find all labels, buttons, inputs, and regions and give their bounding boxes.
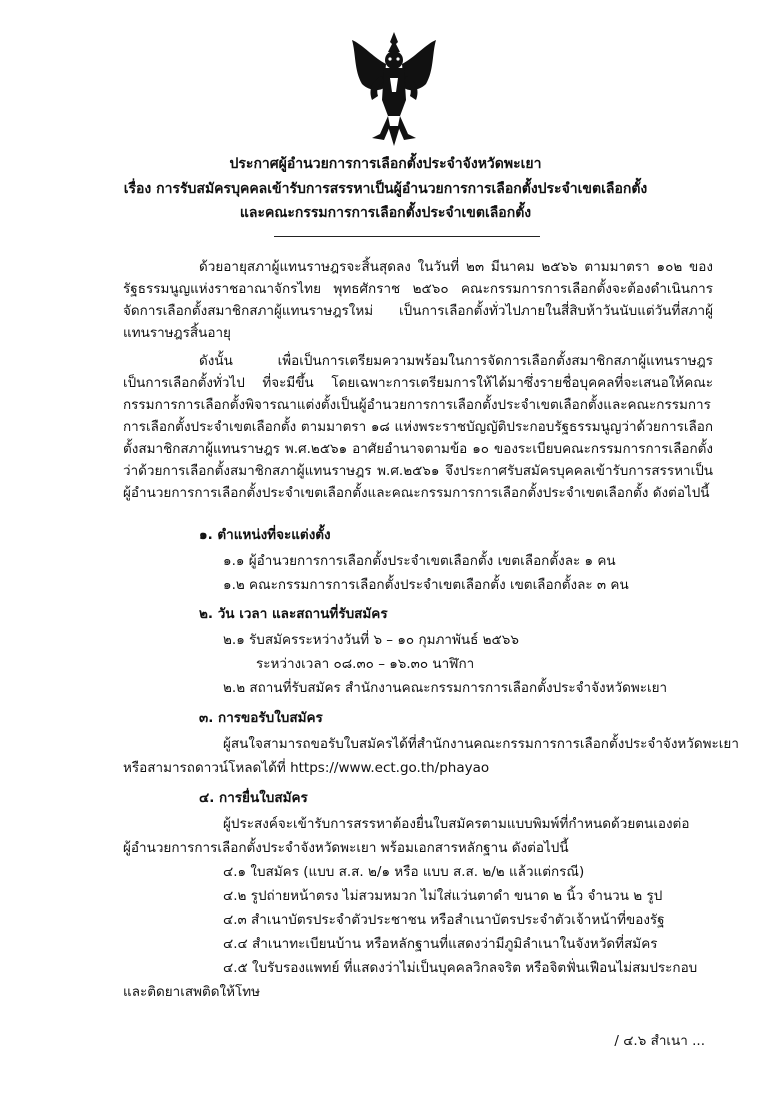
section-4-text-2: ผู้อำนวยการการเลือกตั้งประจำจังหวัดพะเยา พร้อมเอกสารหลักฐาน ดังต่อไปนี้ (123, 840, 569, 856)
announcement-title: ประกาศผู้อำนวยการการเลือกตั้งประจำจังหวัดพะเยา (229, 156, 542, 172)
section-4-text-1: ผู้ประสงค์จะเข้ารับการสรรหาต้องยื่นใบสมัครตามแบบพิมพ์ที่กำหนดด้วยตนเองต่อ (223, 816, 690, 832)
section-3-heading: ๓. การขอรับใบสมัคร (199, 710, 323, 726)
section-4-item-4: ๔.๔ สำเนาทะเบียนบ้าน หรือหลักฐานที่แสดงว่ามีภูมิลำเนาในจังหวัดที่สมัคร (223, 936, 658, 952)
intro-paragraph-1: ด้วยอายุสภาผู้แทนราษฎรจะสิ้นสุดลง ในวันที่ ๒๓ มีนาคม ๒๕๖๖ ตามมาตรา ๑๐๒ ของรัฐธรรมนูญแห่งราชอาณาจักรไทย พุทธศักราช ๒๕๖๐ คณะกรรมการการเลือกตั้งจะต้องดำเนินการจัดการเลือกตั้งสมาชิกสภาผู้แทนราษฎรใหม่ เป็นการเลือกตั้งทั่วไปภายในสี่สิบห้าวันนับแต่วันที่สภาผู้แทนราษฎรสิ้นอายุ (123, 259, 713, 341)
subject-line-continued: และคณะกรรมการการเลือกตั้งประจำเขตเลือกตั้ง (239, 205, 532, 221)
section-4-item-2: ๔.๒ รูปถ่ายหน้าตรง ไม่สวมหมวก ไม่ใส่แว่นตาดำ ขนาด ๒ นิ้ว จำนวน ๒ รูป (223, 888, 663, 904)
section-4-heading: ๔. การยื่นใบสมัคร (199, 790, 308, 806)
section-2-item-1-time: ระหว่างเวลา ๐๘.๓๐ – ๑๖.๓๐ นาฬิกา (256, 656, 475, 672)
section-2-item-1: ๒.๑ รับสมัครระหว่างวันที่ ๖ – ๑๐ กุมภาพันธ์ ๒๕๖๖ (223, 632, 519, 648)
section-2-item-2: ๒.๒ สถานที่รับสมัคร สำนักงานคณะกรรมการการเลือกตั้งประจำจังหวัดพะเยา (223, 680, 668, 696)
section-3-text-1: ผู้สนใจสามารถขอรับใบสมัครได้ที่สำนักงานคณะกรรมการการเลือกตั้งประจำจังหวัดพะเยา (223, 736, 739, 752)
section-1-item-2: ๑.๒ คณะกรรมการการเลือกตั้งประจำเขตเลือกตั้ง เขตเลือกตั้งละ ๓ คน (223, 577, 629, 593)
section-2-heading: ๒. วัน เวลา และสถานที่รับสมัคร (199, 606, 388, 622)
page-continuation: / ๔.๖ สำเนา ... (614, 1033, 705, 1049)
section-4-item-5: ๔.๕ ใบรับรองแพทย์ ที่แสดงว่าไม่เป็นบุคคลวิกลจริต หรือจิตฟั่นเฟือนไม่สมประกอบ (223, 960, 698, 976)
section-4-item-3: ๔.๓ สำเนาบัตรประจำตัวประชาชน หรือสำเนาบัตรประจำตัวเจ้าหน้าที่ของรัฐ (223, 912, 665, 928)
intro-paragraph-2: ดังนั้น เพื่อเป็นการเตรียมความพร้อมในการจัดการเลือกตั้งสมาชิกสภาผู้แทนราษฎร เป็นการเลือกตั้งทั่วไป ที่จะมีขึ้น โดยเฉพาะการเตรียมการให้ได้มาซึ่งรายชื่อบุคคลที่จะเสนอให้คณะกรรมการการเลือกตั้งพิจารณาแต่งตั้งเป็นผู้อำนวยการการเลือกตั้งประจำเขตเลือกตั้งและคณะกรรมการการเลือกตั้งประจำเขตเลือกตั้ง ตามมาตรา ๑๘ แห่งพระราชบัญญัติประกอบรัฐธรรมนูญว่าด้วยการเลือกตั้งสมาชิกสภาผู้แทนราษฎร พ.ศ.๒๕๖๑ อาศัยอำนาจตามข้อ ๑๐ ของระเบียบคณะกรรมการการเลือกตั้งว่าด้วยการเลือกตั้งสมาชิกสภาผู้แทนราษฎร พ.ศ.๒๕๖๑ จึงประกาศรับสมัครบุคคลเข้ารับการสรรหาเป็นผู้อำนวยการการเลือกตั้งประจำเขตเลือกตั้งและคณะกรรมการการเลือกตั้งประจำเขตเลือกตั้ง ดังต่อไปนี้ (123, 353, 713, 501)
section-4-item-5-continued: และติดยาเสพติดให้โทษ (123, 984, 261, 1000)
subject-line: เรื่อง การรับสมัครบุคคลเข้ารับการสรรหาเป็นผู้อำนวยการการเลือกตั้งประจำเขตเลือกตั้ง (123, 181, 648, 197)
title-divider (274, 236, 540, 237)
garuda-emblem-icon (344, 30, 444, 148)
section-1-item-1: ๑.๑ ผู้อำนวยการการเลือกตั้งประจำเขตเลือกตั้ง เขตเลือกตั้งละ ๑ คน (223, 553, 616, 569)
section-1-heading: ๑. ตำแหน่งที่จะแต่งตั้ง (199, 527, 331, 543)
section-3-text-2: หรือสามารถดาวน์โหลดได้ที่ https://www.ect.go.th/phayao (123, 760, 490, 776)
section-4-item-1: ๔.๑ ใบสมัคร (แบบ ส.ส. ๒/๑ หรือ แบบ ส.ส. ๒/๒ แล้วแต่กรณี) (223, 864, 585, 880)
